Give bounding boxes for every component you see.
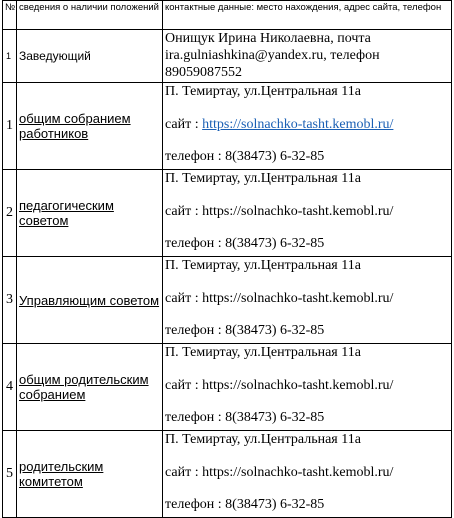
contact-phone: телефон : 8(38473) 6-32-85 — [165, 149, 325, 164]
contact-site — [165, 203, 451, 220]
row-contact — [163, 170, 452, 257]
row-number: 5 — [3, 431, 17, 518]
site-url: https://solnachko-tasht.kemobl.ru/ — [202, 291, 394, 306]
contact-site — [165, 377, 451, 394]
contact-line[interactable]: ira.gulniashkina@yandex.ru, телефон — [165, 48, 380, 63]
row-number: 4 — [3, 344, 17, 431]
row-name — [17, 257, 163, 344]
row-number: 2 — [3, 170, 17, 257]
site-label: сайт : — [165, 117, 203, 132]
contact-address: П. Темиртау, ул.Центральная 11а — [165, 345, 361, 360]
contact-phone: телефон : 8(38473) 6-32-85 — [165, 236, 325, 251]
row-number: 3 — [3, 257, 17, 344]
contact-phone: телефон : 8(38473) 6-32-85 — [165, 497, 325, 512]
governance-table — [2, 0, 452, 518]
contact-address: П. Темиртау, ул.Центральная 11а — [165, 432, 361, 447]
contact-line: 89059087552 — [165, 65, 242, 80]
row-name: Заведующий — [17, 30, 163, 83]
header-number: № — [3, 1, 17, 30]
site-url: https://solnachko-tasht.kemobl.ru/ — [202, 204, 394, 219]
row-contact — [163, 344, 452, 431]
table-row — [3, 431, 452, 518]
site-label: сайт : — [165, 378, 203, 393]
table-row — [3, 83, 452, 170]
table-row — [3, 344, 452, 431]
header-provisions: сведения о наличии положений — [17, 1, 163, 30]
header-contacts: контактные данные: место нахождения, адрес сайта, телефон — [163, 1, 452, 30]
table-row — [3, 170, 452, 257]
row-name — [17, 83, 163, 170]
table-row — [3, 257, 452, 344]
row-name-text[interactable]: родительским комитетом — [19, 459, 104, 489]
row-contact — [163, 431, 452, 518]
site-url: https://solnachko-tasht.kemobl.ru/ — [202, 465, 394, 480]
row-contact — [163, 83, 452, 170]
table-header-row — [3, 1, 452, 30]
contact-site — [165, 116, 451, 133]
row-contact — [163, 257, 452, 344]
contact-phone: телефон : 8(38473) 6-32-85 — [165, 323, 325, 338]
contact-address: П. Темиртау, ул.Центральная 11а — [165, 171, 361, 186]
contact-site — [165, 464, 451, 481]
row-number: 1 — [3, 30, 17, 83]
contact-line: Онищук Ирина Николаевна, почта — [165, 31, 371, 46]
row-name — [17, 344, 163, 431]
site-url: https://solnachko-tasht.kemobl.ru/ — [202, 378, 394, 393]
row-name — [17, 170, 163, 257]
site-label: сайт : — [165, 291, 203, 306]
site-label: сайт : — [165, 465, 203, 480]
site-link[interactable]: https://solnachko-tasht.kemobl.ru/ — [202, 117, 394, 132]
table-row — [3, 30, 452, 83]
row-name — [17, 431, 163, 518]
site-label: сайт : — [165, 204, 203, 219]
row-name-text[interactable]: общим родительским собранием — [19, 372, 149, 402]
contact-phone: телефон : 8(38473) 6-32-85 — [165, 410, 325, 425]
row-contact — [163, 30, 452, 83]
row-name-text[interactable]: педагогическим советом — [19, 198, 114, 228]
contact-address: П. Темиртау, ул.Центральная 11а — [165, 258, 361, 273]
contact-site — [165, 290, 451, 307]
contact-address: П. Темиртау, ул.Центральная 11а — [165, 84, 361, 99]
row-name-text[interactable]: общим собранием работников — [19, 111, 131, 141]
row-number: 1 — [3, 83, 17, 170]
row-name-text[interactable]: Управляющим советом — [19, 292, 160, 308]
